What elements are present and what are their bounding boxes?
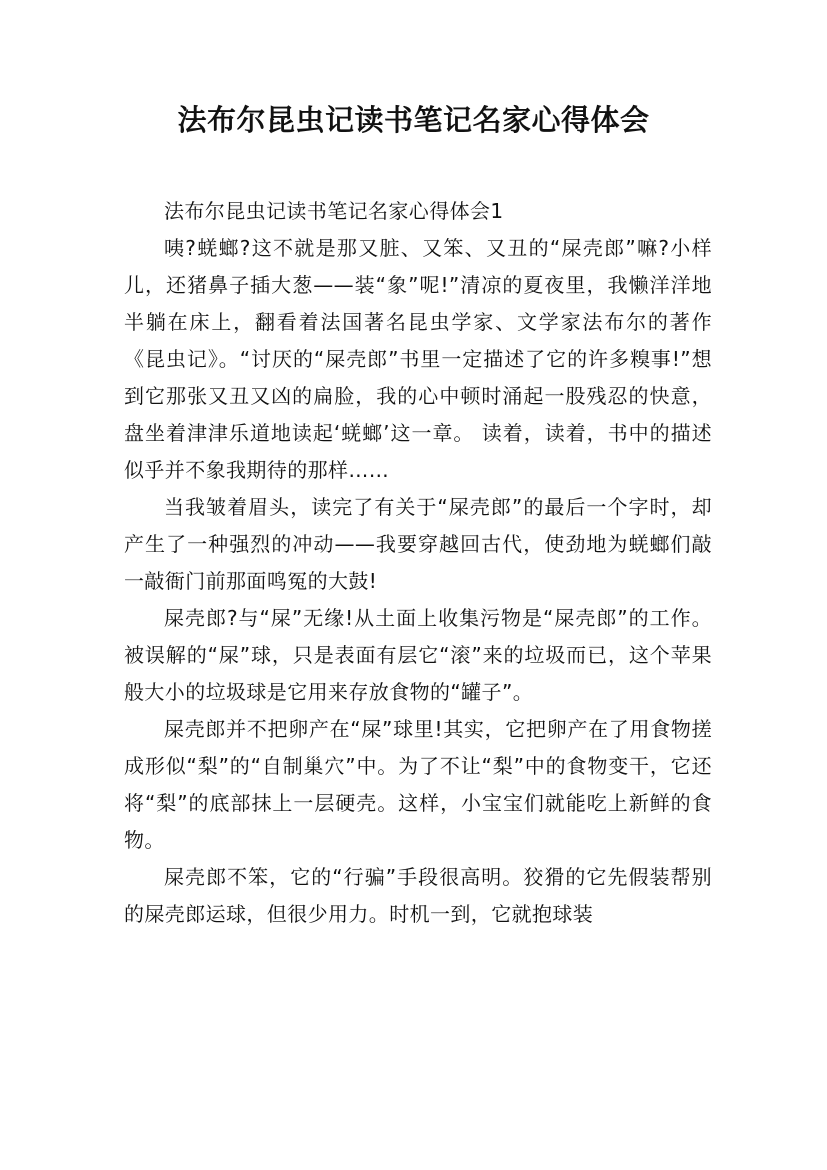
paragraph: 咦?蜣螂?这不就是那又脏、又笨、又丑的“屎壳郎”嘛?小样儿，还猪鼻子插大葱——装“象”呢!”清凉的夏夜里，我懒洋洋地半躺在床上，翻看着法国著名昆虫学家、文学家法布尔的著作《昆虫记》。“讨厌的“屎壳郎”书里一定描述了它的许多糗事!”想到它那张又丑又凶的扁脸，我的心中顿时涌起一股残忍的快意，盘坐着津津乐道地读起‘蜣螂’这一章。 读着，读着，书中的描述似乎并不象我期待的那样…… bbox=[124, 236, 712, 482]
page-title: 法布尔昆虫记读书笔记名家心得体会 bbox=[177, 103, 650, 137]
document-body bbox=[124, 193, 712, 933]
paragraph: 屎壳郎不笨，它的“行骗”手段很高明。狡猾的它先假装帮别的屎壳郎运球，但很少用力。时机一到，它就抱球装 bbox=[124, 865, 712, 926]
section-heading: 法布尔昆虫记读书笔记名家心得体会1 bbox=[164, 199, 504, 223]
paragraph: 当我皱着眉头，读完了有关于“屎壳郎”的最后一个字时，却产生了一种强烈的冲动——我要穿越回古代，使劲地为蜣螂们敲一敲衙门前那面鸣冤的大鼓! bbox=[124, 495, 712, 593]
paragraph: 屎壳郎并不把卵产在“屎”球里!其实，它把卵产在了用食物搓成形似“梨”的“自制巢穴”中。为了不让“梨”中的食物变干，它还将“梨”的底部抹上一层硬壳。这样，小宝宝们就能吃上新鲜的食物。 bbox=[124, 717, 712, 852]
paragraph: 屎壳郎?与“屎”无缘!从土面上收集污物是“屎壳郎”的工作。被误解的“屎”球，只是表面有层它“滚”来的垃圾而已，这个苹果般大小的垃圾球是它用来存放食物的“罐子”。 bbox=[124, 606, 712, 704]
